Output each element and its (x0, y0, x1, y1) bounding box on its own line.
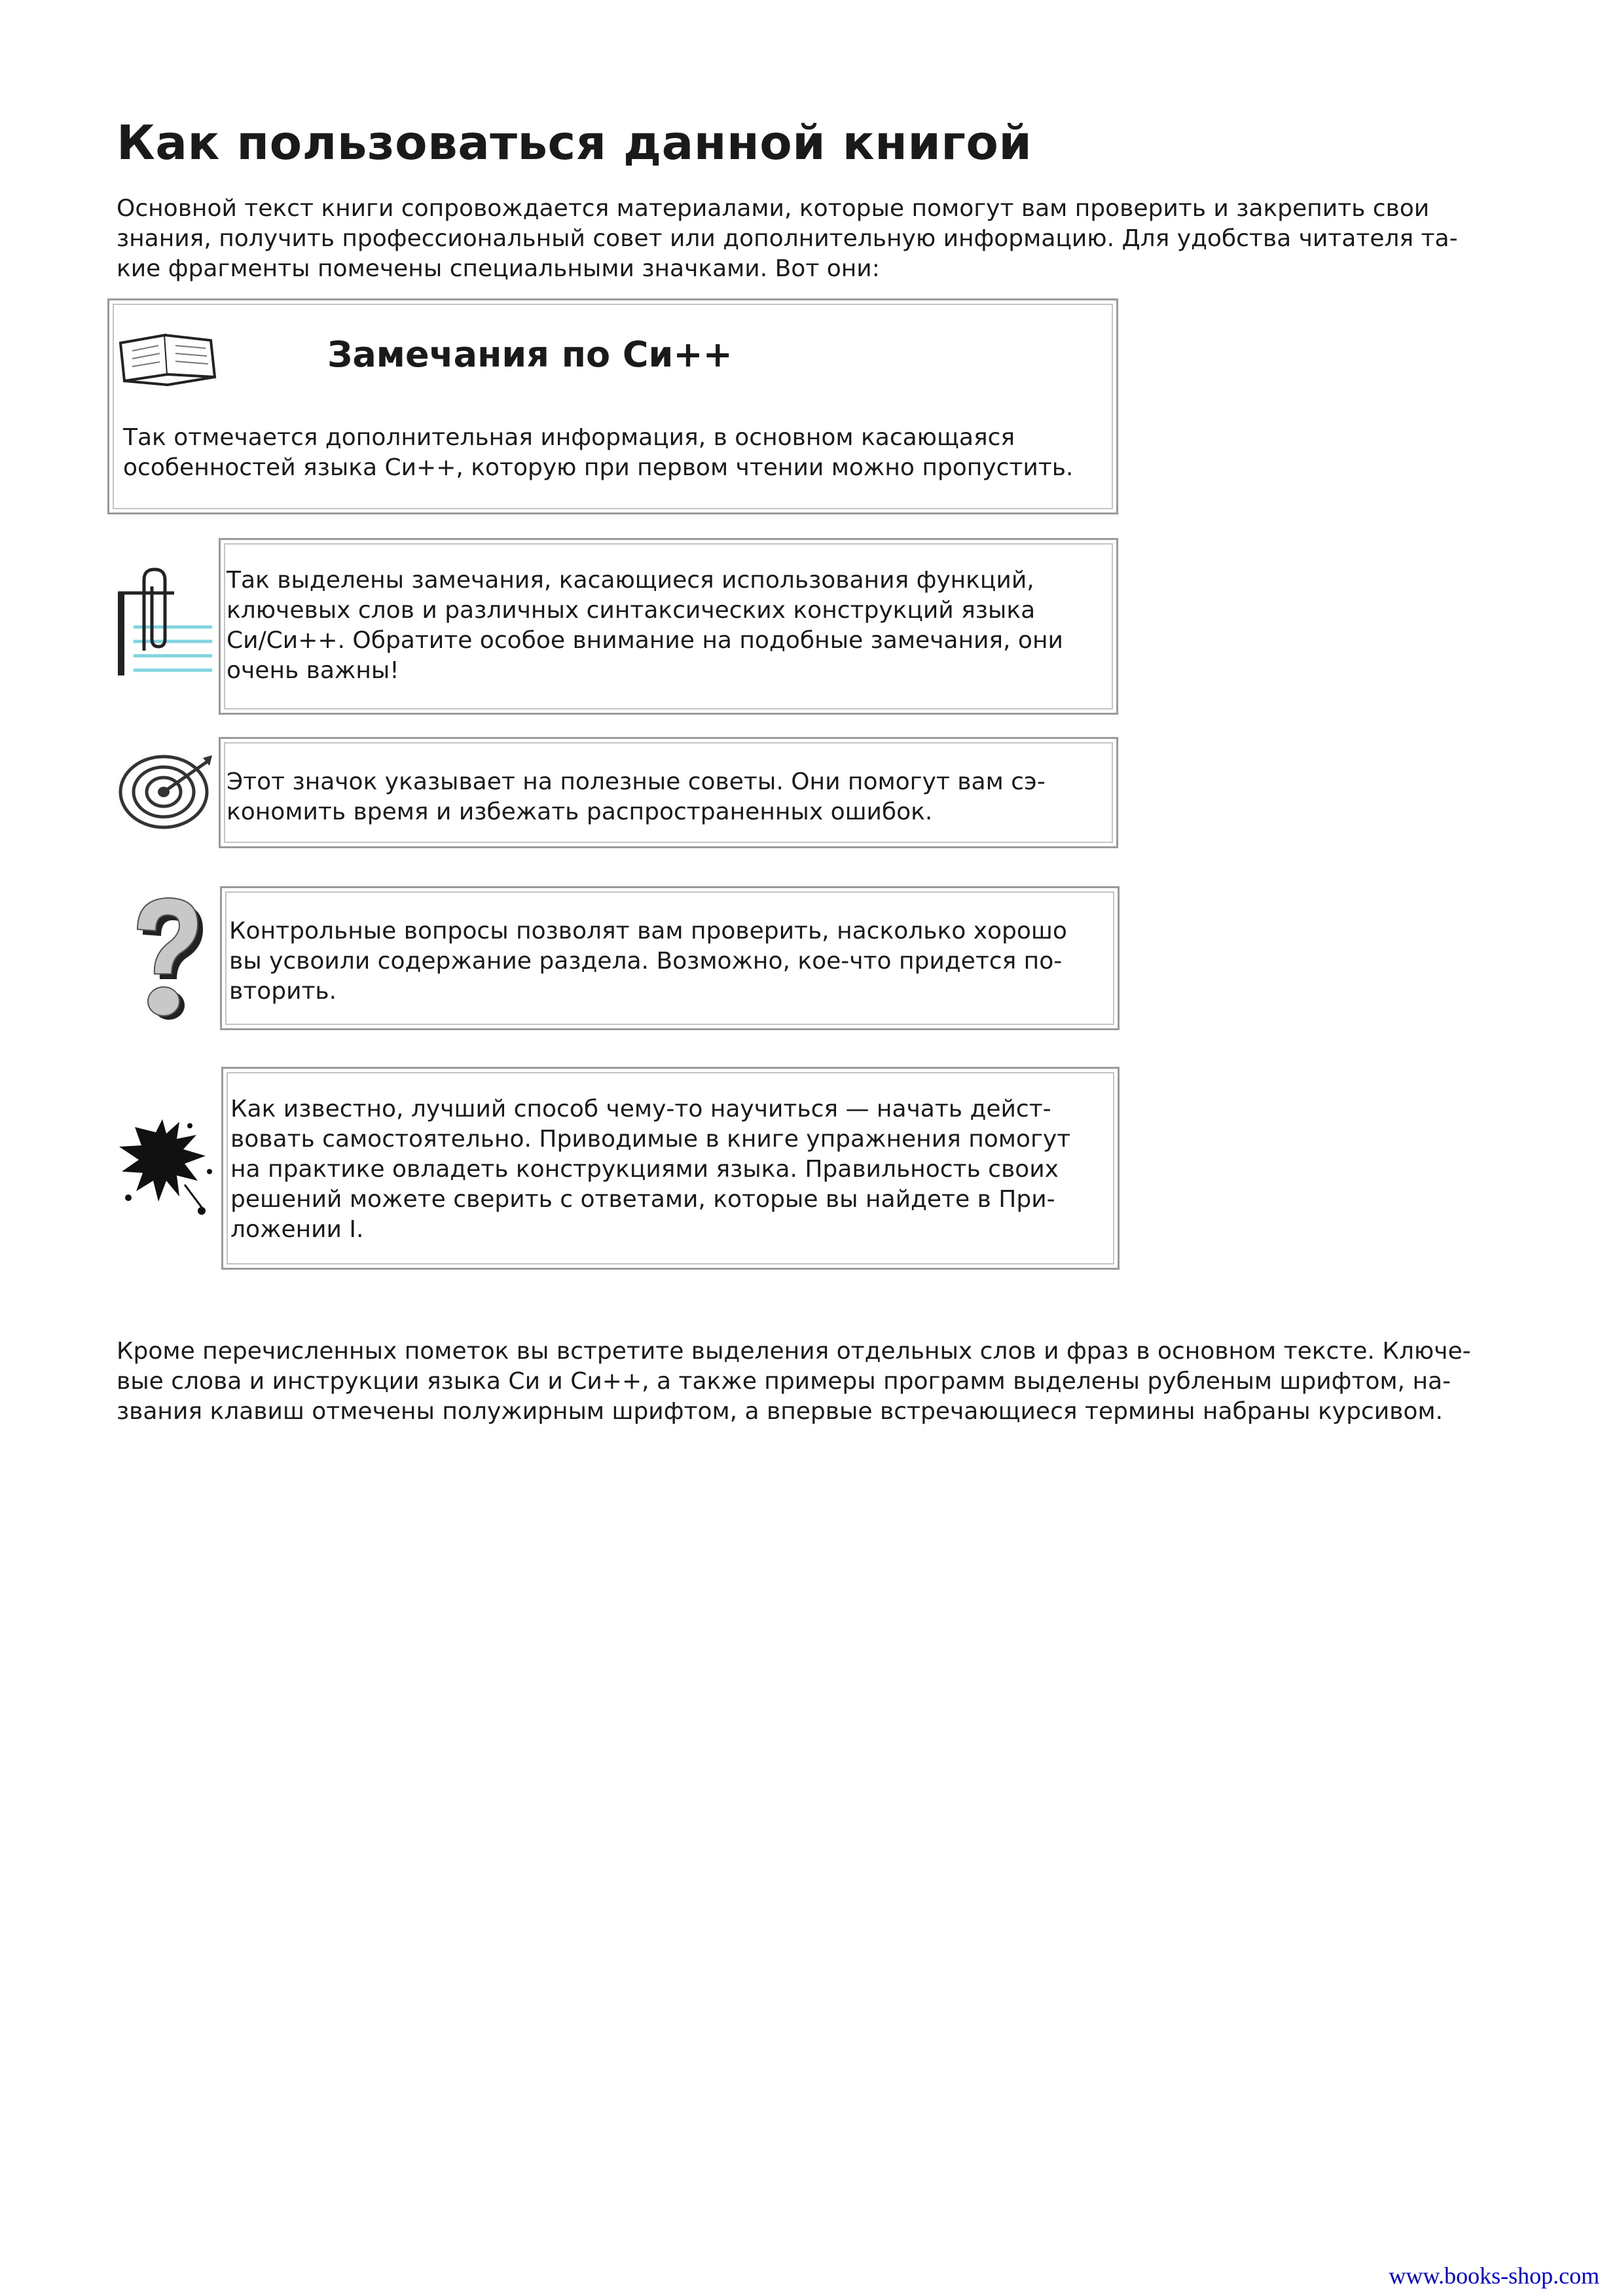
outro-line: Кроме перечисленных пометок вы встретите выделения отдельных слов и фраз в основном тексте. Ключе- (117, 1338, 1471, 1365)
questions-line: Контрольные вопросы позволят вам проверить, насколько хорошо (229, 918, 1067, 944)
exercises-text (230, 1094, 1070, 1245)
cpp-note-title: Замечания по Си++ (327, 334, 733, 375)
important-line: очень важны! (227, 657, 399, 684)
questions-line: вторить. (229, 978, 337, 1005)
intro-line: кие фрагменты помечены специальными значками. Вот они: (117, 255, 880, 282)
exercises-line: на практике овладеть конструкциями языка. Правильность своих (230, 1156, 1059, 1183)
cpp-note-text (123, 423, 1073, 483)
outro-line: вые слова и инструкции языка Си и Си++, а также примеры программ выделены рубленым шрифтом, на- (117, 1368, 1451, 1395)
target-icon (115, 751, 213, 833)
important-line: Си/Си++. Обратите особое внимание на подобные замечания, они (227, 627, 1063, 654)
tip-line: Этот значок указывает на полезные советы. Они помогут вам сэ- (227, 768, 1046, 795)
exercises-line: ложении I. (230, 1216, 364, 1243)
exercises-line: решений можете сверить с ответами, которые вы найдете в При- (230, 1186, 1055, 1213)
paperclip-icon (114, 567, 219, 678)
important-line: Так выделены замечания, касающиеся использования функций, (227, 567, 1034, 594)
intro-line: Основной текст книги сопровождается материалами, которые помогут вам проверить и закрепить свои (117, 195, 1430, 222)
page-title: Как пользоваться данной книгой (117, 115, 1032, 170)
important-text (227, 565, 1063, 686)
cpp-note-line: Так отмечается дополнительная информация, в основном касающаяся (123, 424, 1015, 451)
open-book-icon (117, 325, 221, 387)
ink-splash-icon (117, 1113, 215, 1224)
outro-paragraph (117, 1336, 1511, 1427)
cpp-note-line: особенностей языка Си++, которую при первом чтении можно пропустить. (123, 454, 1074, 481)
outro-line: звания клавиш отмечены полужирным шрифтом, а впервые встречающиеся термины набраны курсивом. (117, 1398, 1443, 1425)
question-mark-icon (123, 890, 208, 1028)
exercises-line: Как известно, лучший способ чему-то научиться — начать дейст- (230, 1096, 1051, 1122)
tip-text (227, 767, 1046, 827)
questions-line: вы усвоили содержание раздела. Возможно, кое-что придется по- (229, 948, 1063, 975)
exercises-line: вовать самостоятельно. Приводимые в книге упражнения помогут (230, 1126, 1071, 1153)
questions-text (229, 916, 1067, 1007)
important-line: ключевых слов и различных синтаксических конструкций языка (227, 597, 1036, 624)
footer-link[interactable]: www.books-shop.com (1389, 2263, 1599, 2289)
intro-line: знания, получить профессиональный совет или дополнительную информацию. Для удобства читателя та- (117, 225, 1458, 252)
tip-line: кономить время и избежать распространенных ошибок. (227, 798, 933, 825)
intro-paragraph (117, 194, 1511, 284)
